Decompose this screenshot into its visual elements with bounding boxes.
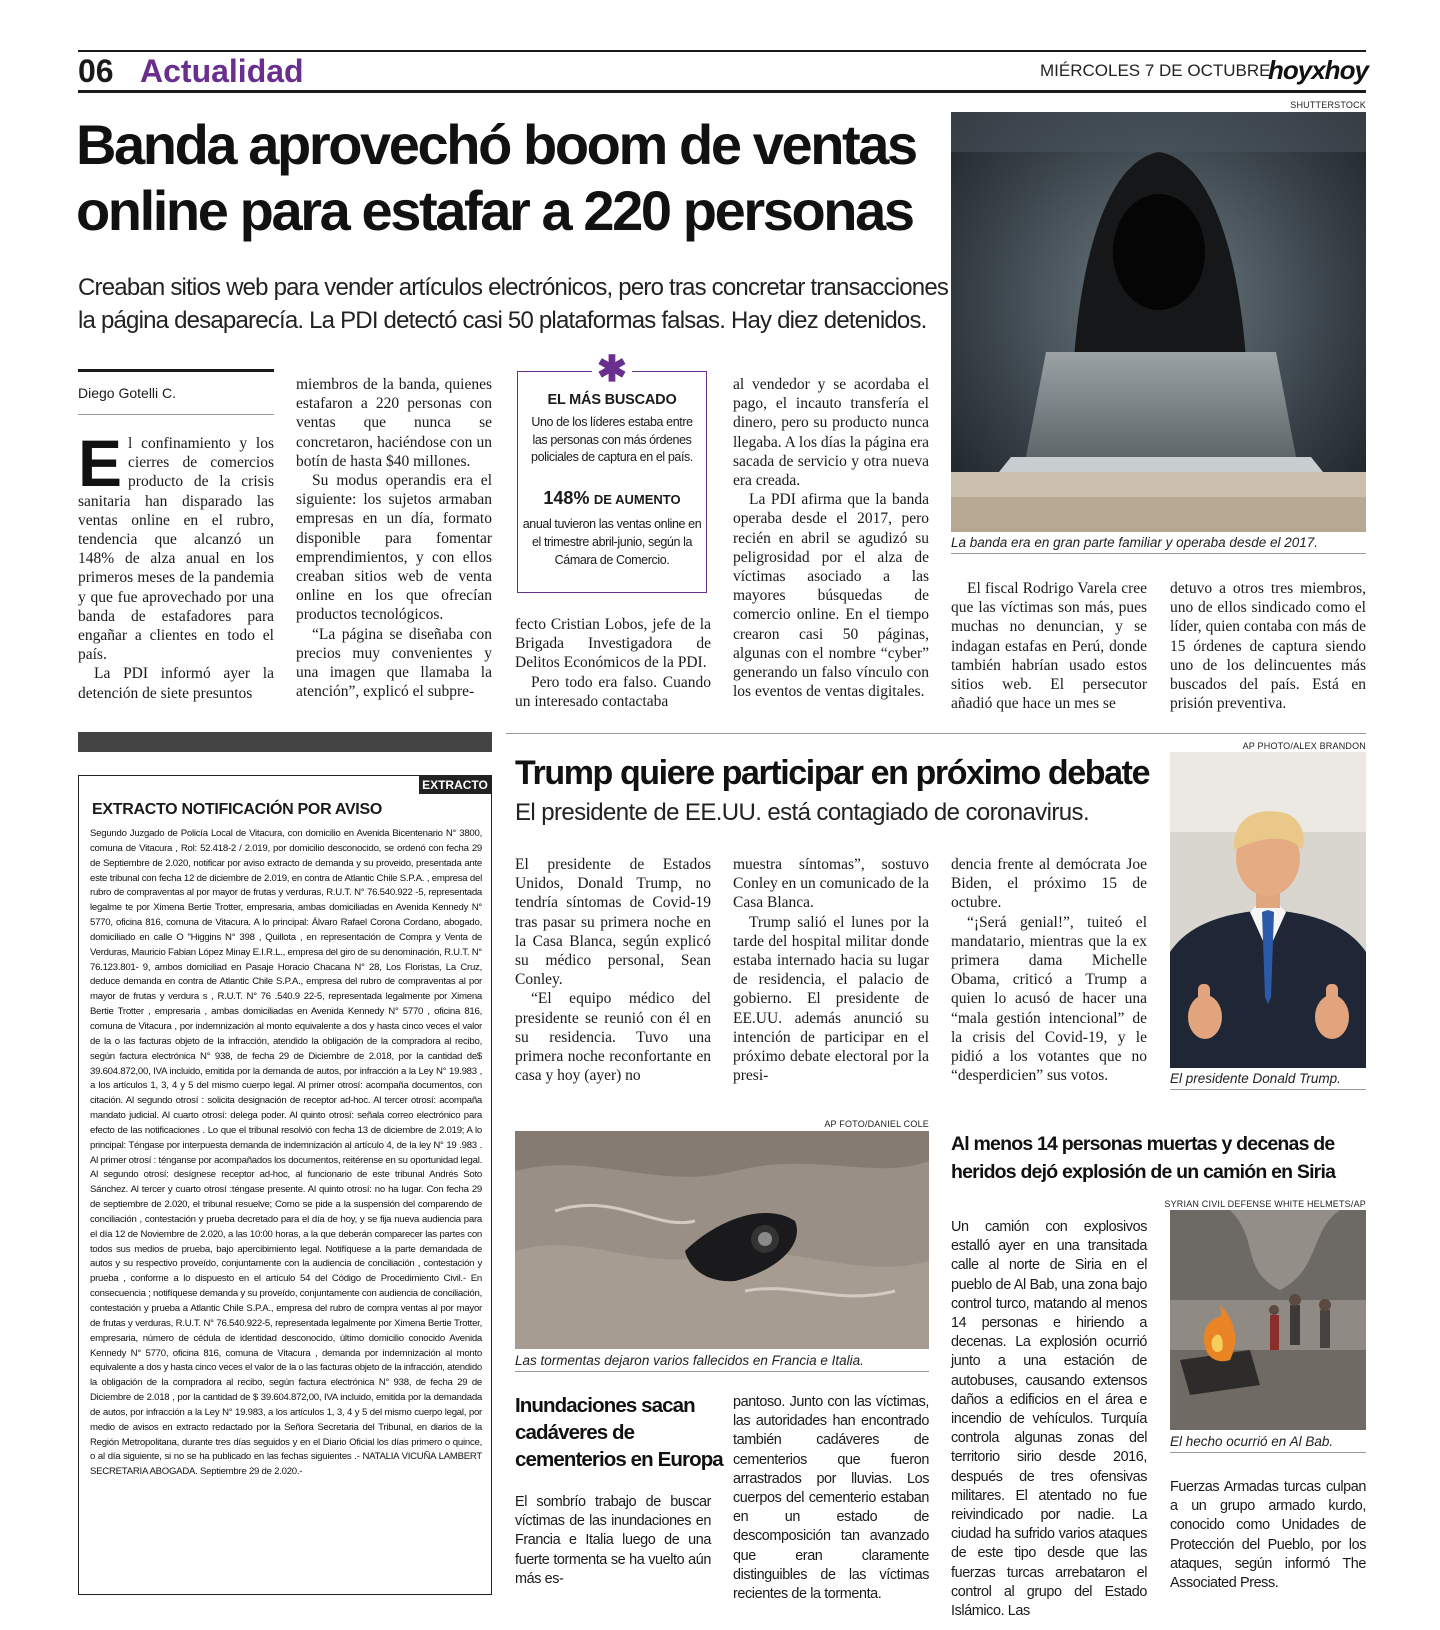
- main-col-3: [515, 615, 711, 711]
- byline-bottom-rule: [78, 414, 274, 415]
- syria-col-2: [1170, 1478, 1366, 1593]
- flood-col-1: [515, 1493, 711, 1589]
- main-deck-line2: la página desaparecía. La PDI detectó casi 50 plataformas falsas. Hay diez detenidos.: [78, 307, 927, 334]
- flood-col-2-p1: pantoso. Junto con las víctimas, las autoridades han encontrado también cadáveres de cementerios que fueron arrastrados por lluvias. Los cuerpos del cementerio estaban en un estado de descomposición tan avanzado que eran claramente distinguibles de las víctimas recientes de la tormenta.: [733, 1394, 929, 1603]
- main-deck-line1: Creaban sitios web para vender artículos electrónicos, pero tras concretar transacciones: [78, 274, 949, 301]
- main-col-2: [296, 375, 492, 701]
- main-col-1: [78, 426, 274, 703]
- trump-col-1-p2: “El equipo médico del presidente se reunió con él en su residencia. Tuvo una primera noche reconfortante en casa y hoy (ayer) no: [515, 990, 711, 1085]
- syria-photo: [1170, 1210, 1366, 1430]
- trump-col-2-p1: muestra síntomas”, sostuvo Conley en un comunicado de la Casa Blanca.: [733, 856, 929, 912]
- flood-headline-line1: Inundaciones sacan: [515, 1394, 695, 1417]
- trump-deck: El presidente de EE.UU. está contagiado de coronavirus.: [515, 799, 1090, 826]
- main-photo-credit: SHUTTERSTOCK: [1290, 100, 1366, 110]
- issue-date: MIÉRCOLES 7 DE OCTUBRE: [1040, 61, 1271, 80]
- main-col-4-p2: La PDI afirma que la banda operaba desde el 2017, pero recién en abril se agudizó su peligrosidad por el alza de víctimas asociado a las mayores búsquedas de comercio online. En el tiempo crearon casi 50 páginas, algunas con el nombre “cyber” generando un falso vínculo con los eventos de ventas digitales.: [733, 491, 929, 701]
- logo: hoyxhoy: [1268, 55, 1368, 85]
- flood-headline: [515, 1392, 725, 1473]
- asterisk-icon: ✱: [592, 349, 632, 389]
- trump-col-3-p1: dencia frente al demócrata Joe Biden, el próximo 15 de octubre.: [951, 856, 1147, 912]
- trump-photo: [1170, 752, 1366, 1068]
- main-col-5: [951, 579, 1147, 713]
- header-bottom-rule: [78, 90, 1366, 93]
- syria-col-1: [951, 1218, 1147, 1621]
- sidebar-stat-value: 148%: [543, 488, 590, 508]
- main-deck: [78, 271, 948, 337]
- trump-photo-credit: AP PHOTO/ALEX BRANDON: [1242, 741, 1366, 751]
- trump-caption-rule: [1170, 1089, 1366, 1090]
- drop-cap: E: [78, 426, 123, 500]
- legal-tag: EXTRACTO: [419, 776, 491, 794]
- trump-headline: Trump quiere participar en próximo debate: [515, 754, 1150, 792]
- main-col-3-p2: Pero todo era falso. Cuando un interesado contactaba: [515, 673, 711, 710]
- main-photo-caption: La banda era en gran parte familiar y operaba desde el 2017.: [951, 535, 1319, 550]
- legal-body: Segundo Juzgado de Policía Local de Vitacura, con domicilio en Avenida Bicentenario N° 3800, comuna de Vitacura , Rol: 52.418-2 / 2.019, por domicilio desconocido, se ordenó con fecha 29 de Septiembre de 2.020, notificar por aviso extracto de demanda y su proveido, presentada ante este tribunal con fecha 12 de diciembre de 2.019, en contra de Atlantic Chile S.P.A. , empresa del rubro de compraventas al por mayor de frutas y verduras, R.U.T. N° 76.540.922 -5, representada legalme te por Ximena Bertie Trotter, empresaria, ambas domiciliadas en Avenida Kennedy N° 5770, oficina 816, comuna de Vitacura. A lo principal: Álvaro Rafael Corona Cordano, abogado, domiciliado en calle O "Higgins N° 398 , Quillota , en representación de Compra y Venta de Verduras, Mauricio Fabian López Minay E.I.R.L., empresa del giro de su denominación, R.U.T. N° 76.123.801- 9, ambos domiciliad en Pasaje Horacio Chacana N° 28, Los Floristas, La Cruz, deduce demanda en contra de Atlantic Chile S.P.A., empresa del rubro de compraventas al por mayor de frutas y verdura s , R.U.T. N° 76 .540.9 22-5, representada legalmente por Ximena Bertie Trotter , empresaria , ambas domiciliadas en Avenida Kennedy N° 5770 , oficina 816, comuna de Vitacura , por indemnización al monto equivalente a dos y hasta cinco veces el valor de la o las facturas objeto de la infracción, atendido la obligación de la compradora al recibo, según factura electrónica N° 938, de fecha 29 de Diciembre de 2.018, por la cantidad de$ 39.604.872,00, IVA incluido, emitida por la demanda de autos, por infracción a la Ley N° 19.983 , a los artículos 1, 3, 4 y 5 del mismo cuerpo legal. Al primer otrosí: acompaña documentos, con citación. Al segundo otrosí : solicita designación de receptor ad-hoc. Al tercer otrosí: acompaña mandato judicial. Al cuarto otrosí: delega poder. Al quinto otrosí: señala correo electrónico para efecto de las notificaciones . Lo que el tribunal resolvió con fecha 13 de diciembre de 2.019; A lo principal: Téngase por interpuesta demanda de indemnización al artículo 4, de la ley N° 19 .983 . Al primer otrosí : ténganse por acompañados los documentos, reitérense en su oportunidad legal. Al segundo otrosí: desígnese receptor ad-hoc, al funcionario de este tribunal Andrés Soto Sánchez. Al tercer y cuarto otrosí :téngase presente. Al quinto otrosí: no ha lugar. Con fecha 29 de septiembre de 2.020, el tribunal resuelve; Como se pide a la suspensión del comparendo de conciliación , contestación y prueba decretado para el día de hoy, y se fija nueva audiencia para el día 12 de Noviembre de 2.020, a las 10:00 horas, a la que deberán comparecer las partes con todos sus medios de prueba, bajo apercibimiento legal. Notifíquese a la parte demandada de autos y su respectivo proveído, conjuntamente con la audiencia de conciliación , contestación y prueba , conforme a lo dispuesto en el artículo 54 del Código de Procedimiento Civil.- En consecuencia ; notifíquese demanda y su proveído, conjuntamente con audiencia de conciliación, contestación y prueba a Atlantic Chile S.P.A., empresa del rubro de compra ventas al por mayor de frutas y verduras, R.U.T. N° 76.540.922-5, representada legalmente por Ximena Bertie Trotter, empresaria, número de cédula de identidad desconocido, último domicilio conocido Avenida Kennedy N° 5770, oficina 816, comuna de Vitacura , demanda por indemnización al monto equivalente a dos y hasta cinco veces el valor de la o las facturas objeto de la infracción, atendido la obligación de la compradora al recibo, según factura electrónica N° 938, de fecha 29 de Diciembre de 2.018 , por la cantidad de $ 39.604.872,00, IVA incluido, emitida por la demandada de autos, por infracción a la Ley N° 19.983, a los artículos 1, 3, 4 y 5 del mismo cuerpo legal, por medio de avisos en extracto redactado por la Señora Secretaria del Tribunal, en diarios de la Región Metropolitana, durante tres días seguidos y en el Diario Oficial los días primero o quince, o al día siguiente, si no se ha publicado en las fechas siguientes .- NATALIA VICUÑA LAMBERT SECRETARIA ABOGADA. Septiembre 29 de 2.020.-: [90, 828, 482, 1478]
- sidebar-stat: [517, 488, 707, 509]
- hacker-photo: [951, 112, 1366, 532]
- trump-col-2-p2: Trump salió el lunes por la tarde del hospital militar donde estaba internado hacia su lugar de residencia, el palacio de gobierno. El presidente de EE.UU. además anunció su intención de participar en el próximo debate electoral por la presi-: [733, 913, 929, 1085]
- main-col-3-p1: fecto Cristian Lobos, jefe de la Brigada Investigadora de Delitos Económicos de la PDI.: [515, 616, 711, 672]
- flood-headline-line2: cadáveres de: [515, 1421, 635, 1444]
- legal-title: EXTRACTO NOTIFICACIÓN POR AVISO: [92, 801, 382, 818]
- main-headline-line1: Banda aprovechó boom de ventas: [76, 113, 916, 176]
- main-col-6-p1: detuvo a otros tres miembros, uno de ellos sindicado como el líder, quien contaba con más de 15 órdenes de captura siendo uno de los delincuentes más buscados del país. Está en prisión preventiva.: [1170, 580, 1366, 713]
- trump-top-rule: [506, 733, 1366, 734]
- flood-photo: [515, 1131, 929, 1349]
- main-col-4-p1: al vendedor y se acordaba el pago, el incauto transfería el dinero, pero su producto nunca llegaba. A los días la página era sacada de servicio y otra nueva era creada.: [733, 376, 929, 490]
- trump-col-3: [951, 855, 1147, 1085]
- main-col-6: [1170, 579, 1366, 713]
- main-col-1-p2: La PDI informó ayer la detención de siete presuntos: [78, 665, 274, 702]
- main-col-4: [733, 375, 929, 701]
- trump-col-3-p2: “¡Será genial!”, tuiteó el mandatario, mientras que la ex primera dama Michelle Obama, criticó a Trump a quien lo acusó de hacer una “mala gestión intencional” de la crisis del Covid-19, y le pidió a los votantes que no “desperdicien” sus votos.: [951, 913, 1147, 1085]
- byline-rule: [78, 369, 274, 372]
- main-caption-rule: [951, 553, 1366, 554]
- syria-headline: [951, 1130, 1371, 1186]
- main-headline: [76, 112, 916, 244]
- byline: Diego Gotelli C.: [78, 385, 177, 401]
- main-col-2-p3: “La página se diseñaba con precios muy convenientes y una imagen que llamaba la atención”, explicó el subpre-: [296, 625, 492, 701]
- main-col-5-p1: El fiscal Rodrigo Varela cree que las víctimas son más, pues muchas no denuncian, y se indagan estafas en Perú, donde también habrían usado estos sitios web. El persecutor añadió que hace un mes se: [951, 580, 1147, 713]
- sidebar-text: Uno de los líderes estaba entre las personas con más órdenes policiales de captura en el país.: [531, 415, 693, 464]
- main-headline-line2: online para estafar a 220 personas: [76, 179, 913, 242]
- sidebar-stat-label: DE AUMENTO: [593, 492, 681, 507]
- legal-top-bar: [78, 732, 492, 752]
- flood-caption-rule: [515, 1371, 929, 1372]
- sidebar-title: EL MÁS BUSCADO: [547, 392, 677, 408]
- main-col-2-p2: Su modus operandis era el siguiente: los sujetos armaban empresas en un día, formato disponible para fomentar emprendimientos, y con ellos creaban sitios web de venta online en los que ofrecían productos tecnológicos.: [296, 472, 492, 624]
- syria-photo-caption: El hecho ocurrió en Al Bab.: [1170, 1434, 1334, 1449]
- trump-col-1-p1: El presidente de Estados Unidos, Donald Trump, no tendría síntomas de Covid-19 tras pasar su primera noche en la Casa Blanca, según explicó su médico personal, Sean Conley.: [515, 856, 711, 989]
- trump-col-1: [515, 855, 711, 1085]
- page-number: 06: [78, 53, 114, 89]
- syria-headline-line2: heridos dejó explosión de un camión en Siria: [951, 1161, 1336, 1183]
- sidebar-stat-text: anual tuvieron las ventas online en el trimestre abril-junio, según la Cámara de Comercio.: [522, 517, 702, 567]
- flood-photo-credit: AP FOTO/DANIEL COLE: [824, 1119, 929, 1129]
- syria-headline-line1: Al menos 14 personas muertas y decenas de: [951, 1133, 1335, 1155]
- flood-headline-line3: cementerios en Europa: [515, 1448, 723, 1471]
- syria-col-1-p1: Un camión con explosivos estalló ayer en una transitada calle al norte de Siria en el pueblo de Al Bab, una zona bajo control turco, matando al menos 14 personas e hiriendo a decenas. La explosión ocurrió junto a una estación de autobuses, causando extensos daños a edificios en el área e incendio de vehículos. Turquía controla algunas zonas del territorio sirio desde 2016, después de tres ofensivas militares. El atentado no fue reivindicado por nadie. La ciudad ha sufrido varios ataques de este tipo desde que las fuerzas turcas arrebataron el control al grupo del Estado Islámico. Las: [951, 1219, 1147, 1620]
- trump-photo-caption: El presidente Donald Trump.: [1170, 1071, 1341, 1086]
- flood-photo-caption: Las tormentas dejaron varios fallecidos en Francia e Italia.: [515, 1353, 864, 1368]
- flood-col-2: [733, 1393, 929, 1604]
- main-col-2-p1: miembros de la banda, quienes estafaron a 220 personas con ventas que nunca se concretaron, haciéndose con un botín de hasta $40 millones.: [296, 376, 492, 470]
- syria-photo-credit: SYRIAN CIVIL DEFENSE WHITE HELMETS/AP: [1164, 1199, 1366, 1209]
- syria-caption-rule: [1170, 1452, 1366, 1453]
- flood-col-1-p1: El sombrío trabajo de buscar víctimas de las inundaciones en Francia e Italia luego de una fuerte tormenta se ha vuelto aún más es-: [515, 1494, 711, 1587]
- section-name: Actualidad: [140, 53, 304, 89]
- syria-col-2-p1: Fuerzas Armadas turcas culpan a un grupo armado kurdo, conocido como Unidades de Protección del Pueblo, por los ataques, según informó The Associated Press.: [1170, 1479, 1366, 1592]
- trump-col-2: [733, 855, 929, 1085]
- main-col-1-p1: l confinamiento y los cierres de comercios producto de la crisis sanitaria han disparado las ventas online en el rubro, tendencia que alcanzó un 148% de alza anual en los primeros meses de la pandemia y que fue aprovechado por una banda de estafadores para engañar a clientes en todo el país.: [78, 435, 274, 664]
